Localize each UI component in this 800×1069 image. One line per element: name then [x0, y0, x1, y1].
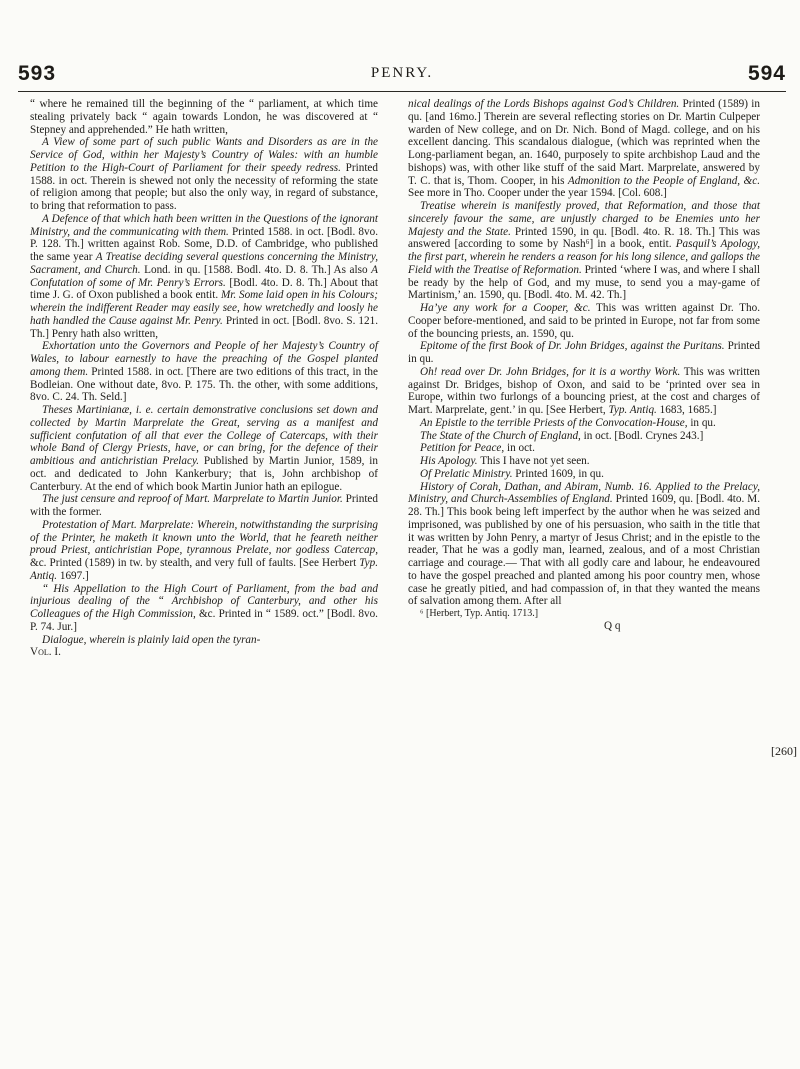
page-number-left: 593: [18, 62, 57, 85]
italic-title: Exhortation unto the Governors and People of her Majesty’s Country of Wales, to labour earnestly to have the preaching of the Gospel planted among them.: [30, 340, 378, 378]
italic-title: Admonition to the People of England, &c.: [567, 174, 761, 187]
text-run: Printed 1588. in oct. [There are two editions of this tract, in the Bodleian. One without date, 8vo. P. 175. Th. the other, with some additions, 8vo. C. 24. Th. Seld.]: [30, 365, 378, 404]
text-run: in qu.: [687, 416, 716, 429]
right-paragraph: [408, 98, 760, 200]
right-paragraph: [408, 417, 760, 430]
italic-title: Pasquil’s Apology, the first part, wherein he renders a reason for his long silence, and gallops the Field with the Treatise of Reformation.: [408, 238, 760, 276]
right-paragraph: [408, 481, 760, 609]
left-paragraph: [30, 98, 378, 136]
text-run: Printed in qu.: [408, 340, 760, 365]
text-run: 1683, 1685.]: [656, 404, 717, 416]
text-run: Published by Martin Junior, 1589, in oct. and dedicated to John Kankerbury; that is, John archbishop of Canterbury. At the end of which book Martin Junior hath an epilogue.: [30, 455, 378, 493]
right-paragraph: [408, 340, 760, 366]
right-column: [408, 98, 760, 633]
text-run: 1697.]: [57, 569, 89, 582]
running-title: PENRY.: [370, 65, 434, 81]
italic-title: His Apology.: [420, 455, 478, 467]
text-run: in oct. [Bodl. Crynes 243.]: [580, 429, 704, 442]
right-paragraph: [408, 468, 760, 481]
text-run: &c. Printed in “ 1589. oct.” [Bodl. 8vo. P. 74. Jur.]: [30, 608, 378, 633]
text-run: This was written against Dr. Tho. Cooper before-mentioned, and said to be printed in Europe, not far from some of the bouncing priests, an. 1590, qu.: [408, 302, 760, 340]
italic-title: Typ. Antiq.: [608, 404, 657, 416]
text-run: Printed 1590, in qu. [Bodl. 4to. R. 18. Th.] This was answered [according to some by Nash⁶] in a book, entit.: [408, 225, 760, 251]
left-paragraph: [30, 136, 378, 213]
italic-title: Theses Martinianæ, i. e. certain demonstrative conclusions set down and collected by Martin Marprelate the Great, serving as a manifest and sufficient confutation of all that ever the College of Catercaps, with their whole Band of Clergy Priests, have, or can bring, for the defence of their ambitious and antichristian Prelacy.: [30, 404, 378, 467]
text-run: Printed ‘where I was, and where I shall be ready by the help of God, and my muse, to send you a may-game of Martinism,’ an. 1590, qu. [Bodl. 4to. M. 42. Th.]: [408, 263, 760, 302]
italic-title: The State of the Church of England,: [420, 429, 581, 442]
italic-title: A Treatise deciding several questions concerning the Ministry, Sacrament, and Church.: [30, 251, 378, 276]
italic-title: Mr. Some laid open in his Colours; wherein the indifferent Reader may easily see, how wretchedly and loosly he hath handled the Cause against Mr. Penry.: [30, 289, 378, 327]
margin-column-number: [260]: [771, 744, 797, 758]
italic-title: A View of some part of such public Wants and Disorders as are in the Service of God, within her Majesty’s Country of Wales: with an humble Petition to the High-Court of Parliament for their speedy redress.: [30, 136, 378, 174]
text-run: Printed 1609, in qu.: [512, 467, 604, 480]
italic-title: A Confutation of some of Mr. Penry’s Errors.: [30, 263, 378, 289]
italic-title: Petition for Peace,: [420, 442, 505, 455]
text-run: Printed in oct. [Bodl. 8vo. S. 121. Th.] Penry hath also written,: [30, 314, 378, 340]
italic-title: Typ. Antiq.: [30, 557, 378, 582]
left-column: [30, 98, 378, 659]
text-run: This was written against Dr. Bridges, bishop of Oxon, and said to be ‘printed over sea in Europe, within two furlongs of a bouncing priest, at the cost and charges of Mart. Marprelate, gent.’ in qu. [See Herbert,: [408, 365, 761, 416]
italic-title: Dialogue, wherein is plainly laid open the tyran-: [42, 633, 261, 646]
text-run: Printed with the former.: [30, 493, 378, 518]
footnote: ⁶ [Herbert, Typ. Antiq. 1713.]: [420, 608, 539, 619]
italic-title: An Epistle to the terrible Priests of the Convocation-House,: [420, 416, 688, 429]
italic-title: Ha’ye any work for a Cooper, &c.: [420, 302, 591, 314]
right-paragraph: [408, 455, 760, 468]
signature-line: [408, 620, 760, 633]
left-column-text: [30, 98, 378, 646]
text-run: Printed (1589) in qu. [and 16mo.] Therein are several reflecting stories on Dr. Martin Culpeper warden of New college, and on Dr. Nich. Bond of Magd. college, and on his excellent dancing. This scandalous dialogue, (which was reprinted when the Long-parliament began, an. 1640, purposely to spite archbishop Laud and the bishops) was, with other like stuff of the said Mart. Marprelate, answered by T. C. that is, Thom. Cooper, in his: [408, 98, 760, 187]
italic-title: “ His Appellation to the High Court of Parliament, from the bad and injurious dealing of the “ Archbishop of Canterbury, and other his Colleagues of the High Commission,: [30, 582, 378, 620]
left-paragraph: [30, 634, 378, 647]
page-number-right: 594: [747, 62, 786, 85]
italic-title: Protestation of Mart. Marprelate: Wherein, notwithstanding the surprising of the Printer, he maketh it known unto the World, that he feareth neither proud Priest, antichristian Pope, tyrannous Prelate, nor godless Catercap,: [30, 518, 378, 557]
page-header: [18, 62, 786, 92]
text-run: [Bodl. 4to. D. 8. Th.] About that time J. G. of Oxon published a book entit.: [30, 276, 379, 302]
header-rule: [18, 91, 786, 92]
text-run: “ where he remained till the beginning of the “ parliament, at which time stealing privately back “ again towards London, he was discovered at “ Stepney and apprehended.” He hath written,: [30, 98, 378, 136]
right-paragraph: [408, 200, 760, 302]
text-run: Printed 1609, qu. [Bodl. 4to. M. 28. Th.] This book being left imperfect by the author when he was seized and imprisoned, was published by one of his persuasion, who saith in the title that it was written by John Penry, a martyr of Jesus Christ; and in the epistle to the reader, That he was a godly man, learned, zealous, and of a most Christian carriage and courage.— That with all godly care and labour, he endeavoured to have the gospel preached and planted among his poor country men, whose case he greatly pitied, and had compassion of, in that they wanted the means of salvation among them. After all: [408, 493, 760, 608]
italic-title: Of Prelatic Ministry.: [420, 467, 513, 480]
right-paragraph: [408, 442, 760, 455]
text-run: This I have not yet seen.: [477, 455, 590, 467]
italic-title: nical dealings of the Lords Bishops against God’s Children.: [408, 98, 680, 110]
right-paragraph: [408, 302, 760, 340]
text-run: Printed 1588. in oct. [Bodl. 8vo. P. 128. Th.] written against Rob. Some, D.D. of Cambridge, who published the same year: [30, 225, 378, 263]
left-paragraph: [30, 583, 378, 634]
italic-title: The just censure and reproof of Mart. Marprelate to Martin Junior.: [42, 493, 343, 506]
italic-title: Epitome of the first Book of Dr. John Bridges, against the Puritans.: [420, 340, 725, 353]
right-paragraph: [408, 430, 760, 443]
text-run: Lond. in qu. [1588. Bodl. 4to. D. 8. Th.] As also: [140, 263, 372, 276]
text-run: &c. Printed (1589) in tw. by stealth, and very full of faults. [See Herbert: [30, 557, 360, 569]
italic-title: History of Corah, Dathan, and Abiram, Numb. 16.: [420, 480, 652, 493]
left-paragraph: [30, 493, 378, 519]
text-run: See more in Tho. Cooper under the year 1594. [Col. 608.]: [408, 187, 667, 200]
signature-mark: Q q: [604, 620, 621, 632]
left-paragraph: [30, 340, 378, 404]
italic-title: Treatise wherein is manifestly proved, that Reformation, and those that sincerely favour the same, are unjustly charged to be Enemies unto her Majesty and the State.: [408, 200, 760, 238]
text-run: in oct.: [504, 442, 535, 455]
left-paragraph: [30, 519, 378, 583]
italic-title: A Defence of that which hath been written in the Questions of the ignorant Ministry, and the communicating with them.: [30, 212, 378, 238]
italic-title: Oh! read over Dr. John Bridges, for it is a worthy Work.: [420, 365, 681, 378]
right-paragraph: [408, 366, 760, 417]
text-run: Printed 1588. in oct. Therein is shewed not only the necessity of reforming the state of religion among that people; but also the only way, in regard of substance, to bring that reformation to pass.: [30, 161, 378, 212]
volume-mark: Vol. I.: [30, 646, 61, 659]
left-paragraph: [30, 213, 378, 341]
left-paragraph: [30, 404, 378, 493]
right-column-text: [408, 98, 760, 608]
italic-title: Applied to the Prelacy, Ministry, and Church-Assemblies of England.: [408, 480, 761, 506]
